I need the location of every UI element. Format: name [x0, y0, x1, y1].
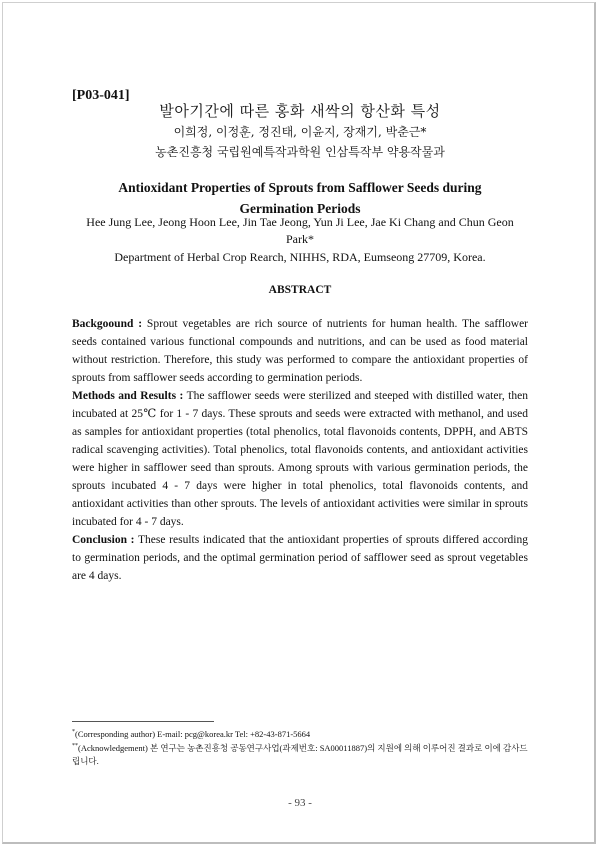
methods-paragraph: [72, 387, 528, 531]
background-text: Sprout vegetables are rich source of nutrients for human health. The safflower seeds contained various functional compounds and nutritions, and can be used as food material without restriction. Therefore, this study was performed to compare the antioxidant properties of sprouts from safflower seeds according to germination periods.: [72, 318, 529, 384]
abstract-heading: ABSTRACT: [268, 284, 332, 296]
conclusion-label: Conclusion :: [72, 534, 135, 546]
footnote-mark: *: [72, 729, 75, 735]
footnote-text: (Corresponding author) E-mail: pcg@korea.kr Tel: +82-43-871-5664: [75, 728, 311, 739]
page-number: - 93 -: [288, 797, 312, 809]
footnote-text: (Acknowledgement) 본 연구는 농촌진흥청 공동연구사업(과제번호: SA00011887)의 지원에 의해 이루어진 결과로 이에 감사드립니다.: [72, 742, 528, 766]
footnote-mark: **: [72, 743, 78, 749]
poster-code: [P03-041]: [72, 88, 130, 103]
english-title: Antioxidant Properties of Sprouts from Safflower Seeds during Germination Periods: [118, 180, 482, 216]
footnote-divider: [72, 721, 214, 722]
methods-text: The safflower seeds were sterilized and steeped with distilled water, then incubated at 25℃ for 1 - 7 days. These sprouts and seeds were extracted with methanol, and used as samples for antioxidant properties (total phenolics, total flavonoids contents, DPPH, and ABTS radical scavenging activities). Total phenolics, total flavonoids contents, and antioxidant activities were higher in safflower seed than sprouts. Among sprouts with various germination periods, the sprouts incubated 4 - 7 days were higher in total phenolics, total flavonoids contents, and antioxidant activities than other sprouts. The levels of antioxidant activities were similar in sprouts incubated for 4 - 7 days.: [72, 390, 528, 528]
background-paragraph: [72, 315, 528, 387]
korean-affiliation: 농촌진흥청 국립원예특작과학원 인삼특작부 약용작물과: [155, 145, 445, 159]
english-affiliation: Department of Herbal Crop Rearch, NIHHS, RDA, Eumseong 27709, Korea.: [114, 250, 486, 264]
methods-label: Methods and Results :: [72, 390, 184, 402]
conclusion-paragraph: [72, 531, 528, 585]
conclusion-text: These results indicated that the antioxidant properties of sprouts differed according to germination periods, and the optimal germination period of safflower seed as sprout vegetables are 4 days.: [72, 534, 528, 582]
korean-title: 발아기간에 따른 홍화 새싹의 항산화 특성: [159, 102, 441, 120]
footnote-corresponding: [72, 726, 532, 741]
abstract-body: [72, 315, 528, 585]
background-label: Backgoound :: [72, 318, 143, 330]
footnote-acknowledgement: [72, 740, 532, 768]
korean-authors: 이희정, 이정훈, 정진태, 이윤지, 장재기, 박춘근*: [173, 125, 427, 139]
english-authors: Hee Jung Lee, Jeong Hoon Lee, Jin Tae Jeong, Yun Ji Lee, Jae Ki Chang and Chun Geon Park*: [86, 215, 514, 246]
